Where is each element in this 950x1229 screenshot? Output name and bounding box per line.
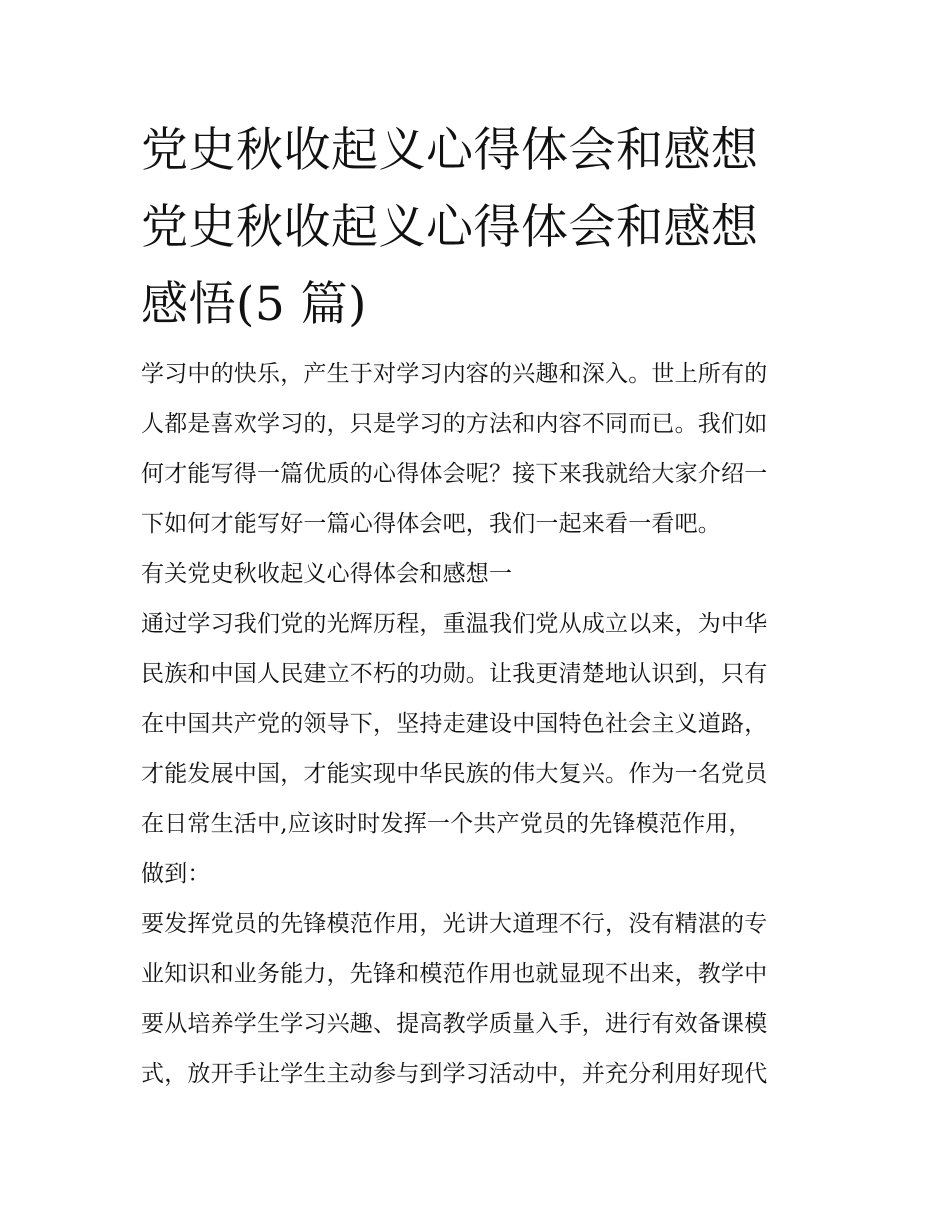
body-line-1: 学习中的快乐，产生于对学习内容的兴趣和深入。世上所有的 (141, 361, 768, 387)
document-title-line-3: 感悟(5 篇) (141, 277, 368, 332)
body-line-13: 业知识和业务能力，先锋和模范作用也就显现不出来，教学中 (141, 961, 768, 987)
document-title-line-2: 党史秋收起义心得体会和感想 (141, 200, 759, 255)
body-line-15: 式，放开手让学生主动参与到学习活动中，并充分利用好现代 (141, 1061, 768, 1087)
document-title-line-1: 党史秋收起义心得体会和感想 (141, 123, 759, 178)
body-line-7: 民族和中国人民建立不朽的功勋。让我更清楚地认识到，只有 (141, 661, 768, 687)
document-content (141, 112, 813, 1099)
body-line-12: 要发挥党员的先锋模范作用，光讲大道理不行，没有精湛的专 (141, 911, 768, 937)
body-line-8: 在中国共产党的领导下，坚持走建设中国特色社会主义道路， (141, 711, 768, 737)
body-line-3: 何才能写得一篇优质的心得体会呢？接下来我就给大家介绍一 (141, 461, 768, 487)
body-line-2: 人都是喜欢学习的，只是学习的方法和内容不同而已。我们如 (141, 411, 768, 437)
section-heading-1: 有关党史秋收起义心得体会和感想一 (141, 561, 513, 587)
body-line-14: 要从培养学生学习兴趣、提高教学质量入手，进行有效备课模 (141, 1011, 768, 1037)
body-line-10: 在日常生活中,应该时时发挥一个共产党员的先锋模范作用， (141, 811, 752, 837)
body-line-4: 下如何才能写好一篇心得体会吧，我们一起来看一看吧。 (141, 511, 721, 537)
body-line-11: 做到： (141, 861, 211, 887)
body-line-6: 通过学习我们党的光辉历程，重温我们党从成立以来，为中华 (141, 611, 768, 637)
body-line-9: 才能发展中国，才能实现中华民族的伟大复兴。作为一名党员 (141, 761, 768, 787)
